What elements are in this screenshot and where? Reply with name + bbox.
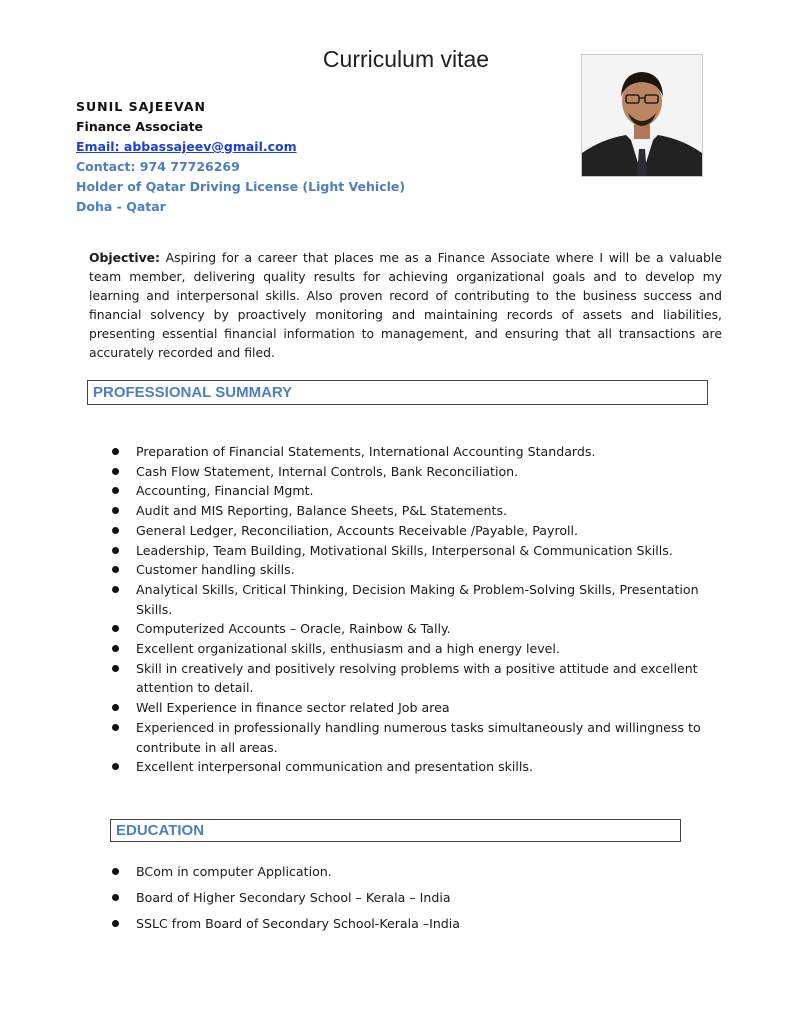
summary-item: General Ledger, Reconciliation, Accounts Receivable /Payable, Payroll.	[112, 521, 737, 541]
education-item: BCom in computer Application.	[112, 862, 672, 881]
summary-item: Excellent organizational skills, enthusiasm and a high energy level.	[112, 639, 737, 659]
summary-item: Customer handling skills.	[112, 560, 737, 580]
summary-item: Leadership, Team Building, Motivational Skills, Interpersonal & Communication Skills.	[112, 541, 737, 561]
candidate-role: Finance Associate	[76, 119, 204, 134]
summary-item: Preparation of Financial Statements, International Accounting Standards.	[112, 442, 737, 462]
summary-item: Audit and MIS Reporting, Balance Sheets, P&L Statements.	[112, 501, 737, 521]
email-link[interactable]: Email: abbassajeev@gmail.com	[76, 139, 297, 154]
driving-license: Holder of Qatar Driving License (Light Vehicle)	[76, 179, 406, 194]
education-list	[112, 862, 672, 940]
education-heading: EDUCATION	[110, 819, 681, 842]
page-title: Curriculum vitae	[322, 46, 490, 72]
summary-item: Cash Flow Statement, Internal Controls, Bank Reconciliation.	[112, 462, 737, 482]
education-item: SSLC from Board of Secondary School-Kerala –India	[112, 914, 672, 933]
education-item: Board of Higher Secondary School – Kerala – India	[112, 888, 672, 907]
summary-item: Accounting, Financial Mgmt.	[112, 481, 737, 501]
objective-text: Aspiring for a career that places me as a Finance Associate where I will be a valuable team member, delivering quality results for achieving organizational goals and to develop my learning and interpersonal skills. Also proven record of contributing to the business success and financial solvency by proactively monitoring and maintaining records of assets and liabilities, presenting essential financial information to management, and ensuring that all transactions are accurately recorded and filed.	[89, 250, 722, 360]
summary-item: Analytical Skills, Critical Thinking, Decision Making & Problem-Solving Skills, Presentation Skills.	[112, 580, 737, 619]
location: Doha - Qatar	[76, 199, 166, 214]
professional-summary-heading: PROFESSIONAL SUMMARY	[87, 380, 708, 405]
profile-photo	[581, 54, 703, 177]
objective-paragraph	[89, 248, 722, 362]
contact-number: Contact: 974 77726269	[76, 159, 240, 174]
candidate-name: SUNIL SAJEEVAN	[76, 99, 206, 114]
summary-item: Computerized Accounts – Oracle, Rainbow & Tally.	[112, 619, 737, 639]
objective-label: Objective:	[89, 250, 161, 265]
contact-block	[76, 97, 405, 217]
professional-summary-list	[112, 442, 737, 777]
profile-photo-image	[582, 55, 702, 176]
summary-item: Skill in creatively and positively resolving problems with a positive attitude and excellent attention to detail.	[112, 659, 737, 698]
summary-item: Well Experience in finance sector related Job area	[112, 698, 737, 718]
summary-item: Excellent interpersonal communication and presentation skills.	[112, 757, 737, 777]
summary-item: Experienced in professionally handling numerous tasks simultaneously and willingness to contribute in all areas.	[112, 718, 737, 757]
